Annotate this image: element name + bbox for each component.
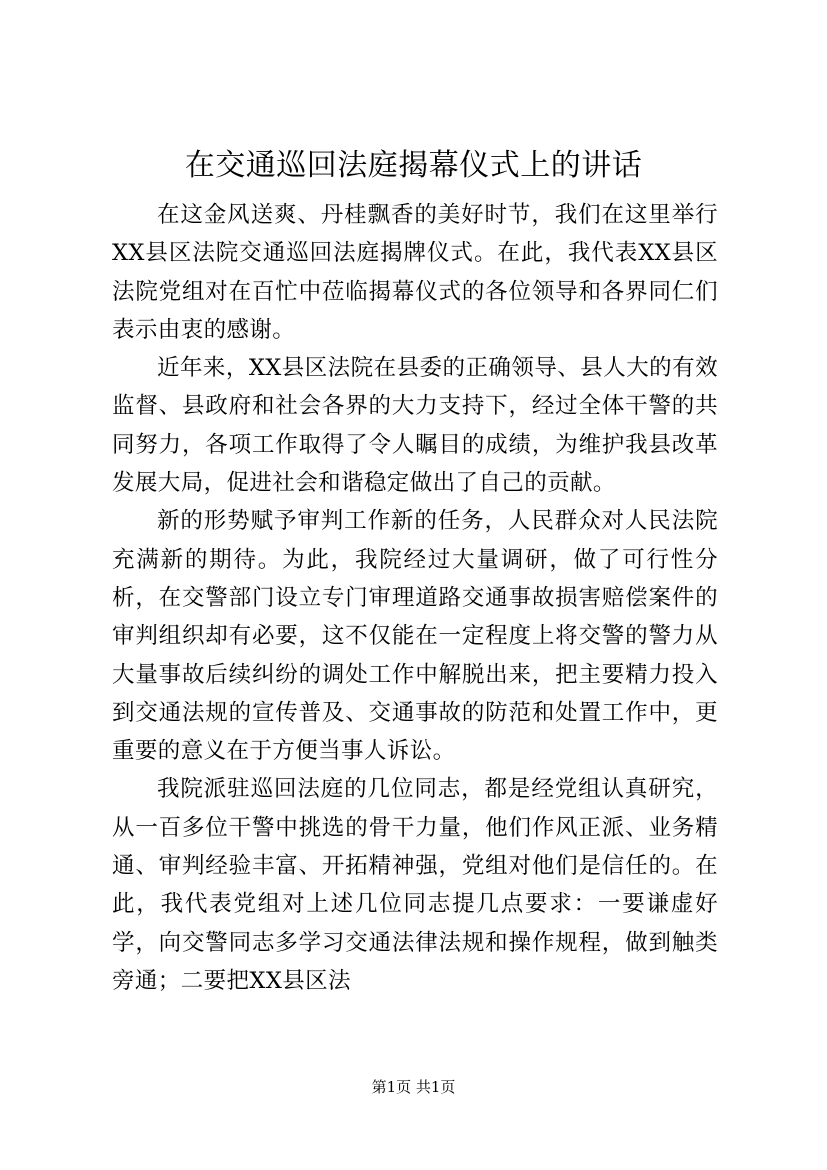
paragraph-4: 我院派驻巡回法庭的几位同志，都是经党组认真研究，从一百多位干警中挑选的骨干力量，他们作风正派、业务精通、审判经验丰富、开拓精神强，党组对他们是信任的。在此，我代表党组对上述几位同志提几点要求：一要谦虚好学，向交警同志多学习交通法律法规和操作规程，做到触类旁通；二要把XX县区法 bbox=[112, 776, 718, 994]
paragraph-1: 在这金风送爽、丹桂飘香的美好时节，我们在这里举行XX县区法院交通巡回法庭揭牌仪式。在此，我代表XX县区法院党组对在百忙中莅临揭幕仪式的各位领导和各界同仁们表示由衷的感谢。 bbox=[112, 202, 718, 343]
document-body bbox=[112, 196, 718, 1000]
document-title: 在交通巡回法庭揭幕仪式上的讲话 bbox=[184, 148, 643, 183]
paragraph-3: 新的形势赋予审判工作新的任务，人民群众对人民法院充满新的期待。为此，我院经过大量调研，做了可行性分析，在交警部门设立专门审理道路交通事故损害赔偿案件的审判组织却有必要，这不仅能在一定程度上将交警的警力从大量事故后续纠纷的调处工作中解脱出来，把主要精力投入到交通法规的宣传普及、交通事故的防范和处置工作中，更重要的意义在于方便当事人诉讼。 bbox=[112, 508, 718, 765]
page-number-footer: 第1页 共1页 bbox=[371, 1078, 456, 1096]
paragraph-2: 近年来，XX县区法院在县委的正确领导、县人大的有效监督、县政府和社会各界的大力支持下，经过全体干警的共同努力，各项工作取得了令人瞩目的成绩，为维护我县改革发展大局，促进社会和谐稳定做出了自己的贡献。 bbox=[112, 355, 718, 497]
